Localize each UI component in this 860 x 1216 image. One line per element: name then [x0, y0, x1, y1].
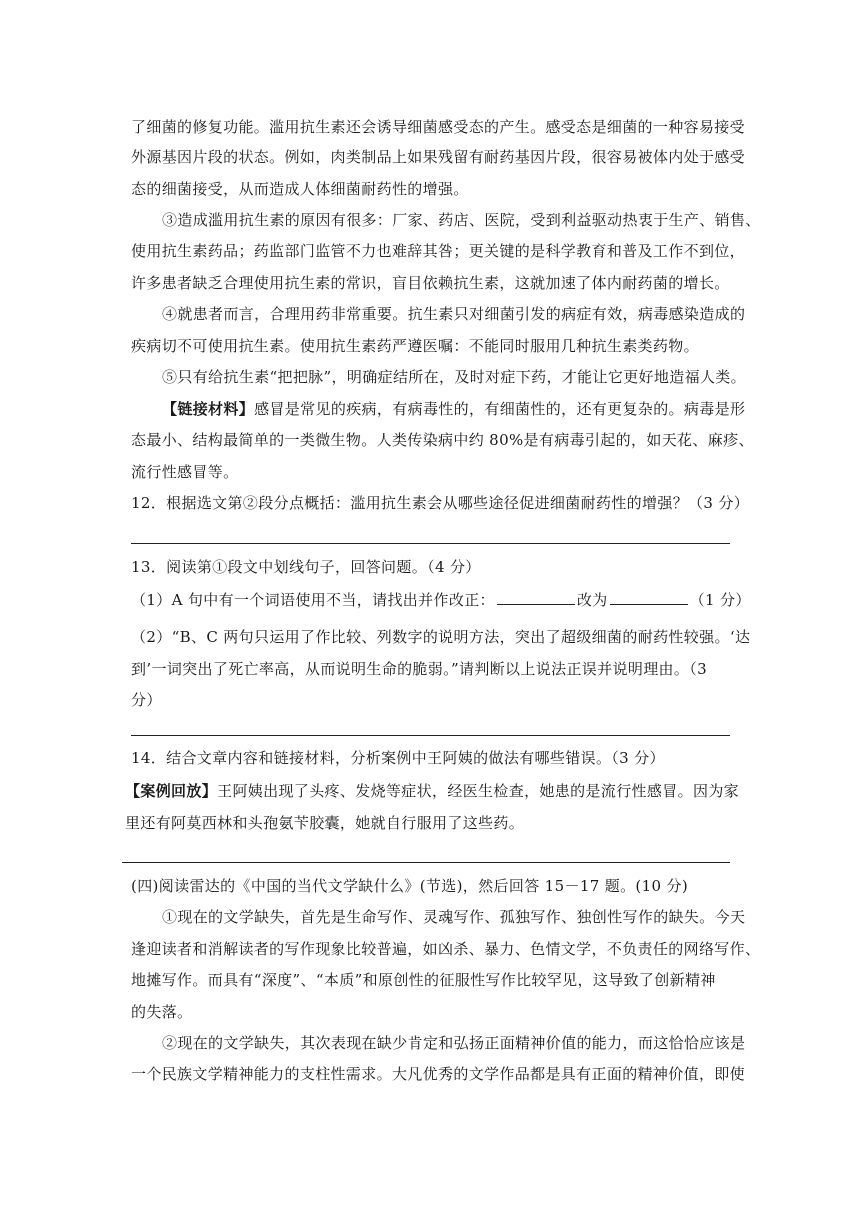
answer-line-13[interactable]: [131, 735, 730, 736]
passage-line: 许多患者缺乏合理使用抗生素的常识，盲目依赖抗生素，这就加速了体内耐药菌的增长。: [131, 274, 730, 292]
question-14: 14．结合文章内容和链接材料，分析案例中王阿姨的做法有哪些错误。（3 分）: [131, 749, 665, 767]
question-13-2-line: 到’一词突出了死亡率高，从而说明生命的脆弱。”请判断以上说法正误并说明理由。（3: [131, 660, 707, 678]
passage-line: 外源基因片段的状态。例如，肉类制品上如果残留有耐药基因片段，很容易被体内处于感受: [131, 148, 746, 166]
question-13-1-prompt: （1）A 句中有一个词语使用不当，请找出并作改正：: [131, 591, 495, 609]
passage-line: 态的细菌接受，从而造成人体细菌耐药性的增强。: [131, 180, 469, 198]
link-material-line: 态最小、结构最简单的一类微生物。人类传染病中约 80%是有病毒引起的，如天花、麻疹、: [131, 431, 754, 449]
case-tag: 【案例回放】: [125, 782, 218, 800]
link-material-text: 感冒是常见的疾病，有病毒性的，有细菌性的，还有更复杂的。病毒是形: [254, 400, 746, 418]
section-4-heading: (四)阅读雷达的《中国的当代文学缺什么》(节选)，然后回答 15－17 题。(10 分): [131, 877, 689, 895]
answer-blank-correct-word[interactable]: [610, 589, 688, 605]
question-13-1: [131, 589, 751, 610]
section-4-line: ②现在的文学缺失，其次表现在缺少肯定和弘扬正面精神价值的能力，而这恰恰应该是: [162, 1034, 746, 1052]
passage-line: 疾病切不可使用抗生素。使用抗生素药严遵医嘱：不能同时服用几种抗生素类药物。: [131, 337, 699, 355]
section-4-line: 的失落。: [131, 1003, 193, 1021]
question-13: 13．阅读第①段文中划线句子，回答问题。（4 分）: [131, 558, 481, 576]
case-line: 里还有阿莫西林和头孢氨苄胶囊，她就自行服用了这些药。: [125, 814, 525, 832]
link-material-tag: 【链接材料】: [162, 400, 255, 418]
section-4-line: 逢迎读者和消解读者的写作现象比较普遍，如凶杀、暴力、色情文学，不负责任的网络写作、: [131, 940, 761, 958]
answer-line-12[interactable]: [131, 543, 730, 544]
case-line: [125, 781, 739, 801]
link-material-line: [162, 399, 745, 419]
passage-line: ③造成滥用抗生素的原因有很多：厂家、药店、医院，受到利益驱动热衷于生产、销售、: [162, 211, 761, 229]
passage-line: 了细菌的修复功能。滥用抗生素还会诱导细菌感受态的产生。感受态是细菌的一种容易接受: [131, 118, 746, 136]
question-13-1-change-to: 改为: [576, 591, 608, 609]
section-4-line: 地摊写作。而具有“深度”、“本质”和原创性的征服性写作比较罕见，这导致了创新精神: [131, 971, 716, 989]
link-material-line: 流行性感冒等。: [131, 463, 239, 481]
section-4-line: ①现在的文学缺失，首先是生命写作、灵魂写作、孤独写作、独创性写作的缺失。今天: [162, 908, 746, 926]
passage-line: ⑤只有给抗生素“把把脉”，明确症结所在，及时对症下药，才能让它更好地造福人类。: [162, 368, 746, 386]
question-13-1-score: （1 分）: [689, 591, 751, 609]
section-4-line: 一个民族文学精神能力的支柱性需求。大凡优秀的文学作品都是具有正面的精神价值，即使: [131, 1065, 746, 1083]
question-12: 12．根据选文第②段分点概括：滥用抗生素会从哪些途径促进细菌耐药性的增强？（3 分）: [131, 494, 750, 512]
answer-line-14[interactable]: [122, 862, 730, 863]
question-13-2-line: （2）“B、C 两句只运用了作比较、列数字的说明方法，突出了超级细菌的耐药性较强。‘达: [131, 628, 751, 646]
answer-blank-wrong-word[interactable]: [497, 589, 575, 605]
case-text: 王阿姨出现了头疼、发烧等症状，经医生检查，她患的是流行性感冒。因为家: [217, 782, 740, 800]
passage-line: ④就患者而言，合理用药非常重要。抗生素只对细菌引发的病症有效，病毒感染造成的: [162, 305, 746, 323]
passage-line: 使用抗生素药品；药监部门监管不力也难辞其咎；更关键的是科学教育和普及工作不到位，: [131, 242, 746, 260]
question-13-2-line: 分）: [131, 691, 162, 709]
